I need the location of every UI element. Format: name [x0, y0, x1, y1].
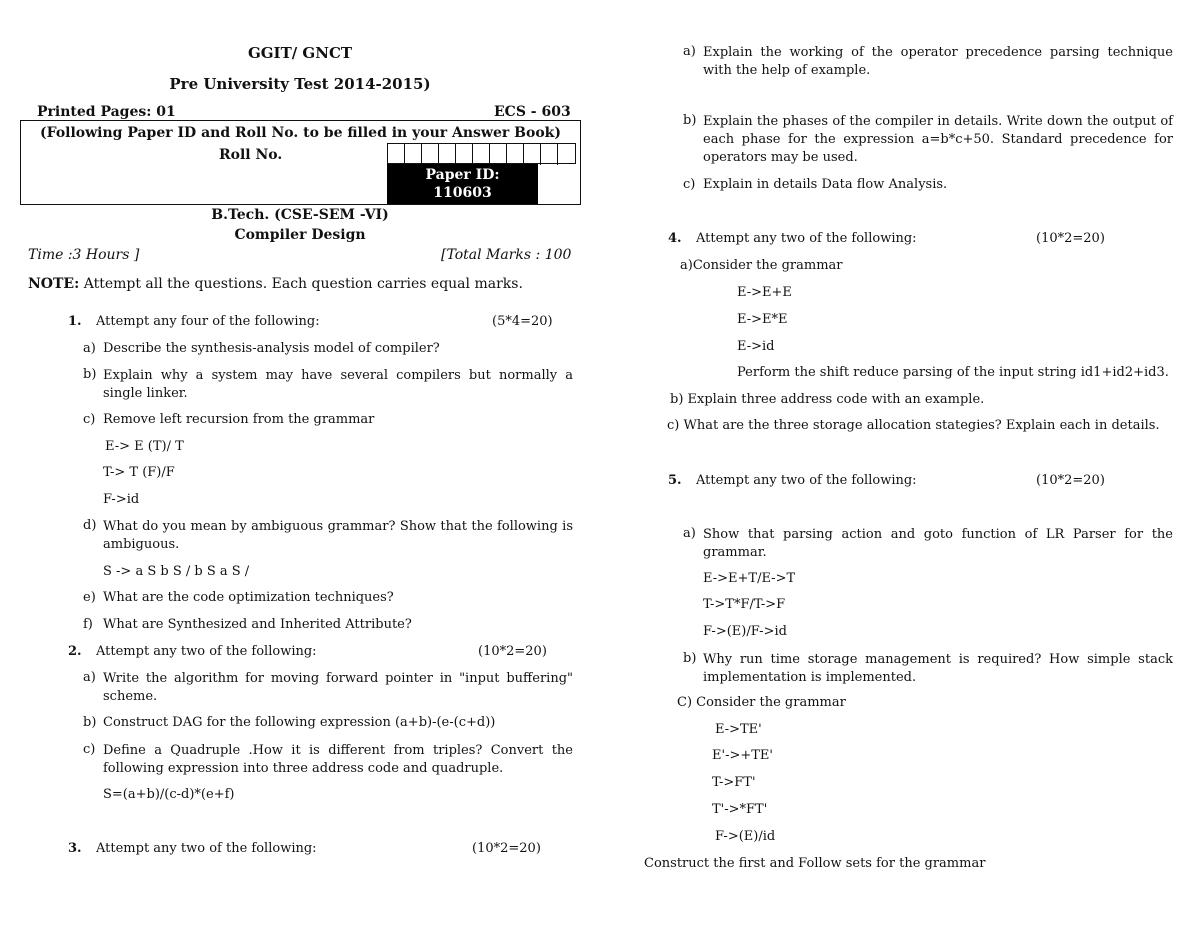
q2-c: c) Define a Quadruple .How it is different from triples? Convert the following expression into three address code and quadruple. — [83, 742, 573, 776]
q5-c-grammar-4: T'->*FT' — [712, 802, 768, 817]
q1-c-grammar-2: T-> T (F)/F — [103, 465, 175, 480]
note-text: Attempt all the questions. Each question carries equal marks. — [79, 276, 523, 292]
paper-id-label: Paper ID: — [425, 167, 500, 183]
roll-number-box — [20, 120, 581, 205]
course-code: ECS - 603 — [494, 104, 571, 120]
q3-number: 3. — [68, 841, 82, 856]
q4-a-grammar-3: E->id — [737, 339, 775, 354]
q4-b: b) Explain three address code with an example. — [670, 392, 985, 407]
q4-a-grammar-2: E->E*E — [737, 312, 788, 327]
q4-a-task: Perform the shift reduce parsing of the input string id1+id2+id3. — [737, 365, 1169, 380]
paper-id-box — [387, 164, 538, 204]
q4-marks: (10*2=20) — [1036, 231, 1105, 246]
note-label: NOTE: — [28, 276, 80, 292]
q5-a-grammar-1: E->E+T/E->T — [703, 571, 796, 586]
total-marks: [Total Marks : 100 — [441, 247, 572, 263]
q5-number: 5. — [668, 473, 682, 488]
q2-title: Attempt any two of the following: — [96, 644, 317, 659]
q4-a-grammar-1: E->E+E — [737, 285, 792, 300]
roll-no-cells — [387, 143, 576, 164]
q1-b: b) Explain why a system may have several compilers but normally a single linker. — [83, 367, 573, 401]
q1-d-grammar: S -> a S b S / b S a S / — [103, 564, 250, 579]
q1-c-grammar-3: F->id — [103, 492, 140, 507]
exam-time: Time :3 Hours ] — [28, 247, 140, 263]
q4-number: 4. — [668, 231, 682, 246]
exam-title: Pre University Test 2014-2015) — [169, 75, 431, 93]
q5-a-grammar-3: F->(E)/F->id — [703, 624, 787, 639]
q2-a: a) Write the algorithm for moving forward pointer in "input buffering" scheme. — [83, 670, 573, 704]
roll-no-label: Roll No. — [219, 147, 283, 163]
q5-c: C) Consider the grammar — [677, 695, 846, 710]
q4-title: Attempt any two of the following: — [696, 231, 917, 246]
q4-a: a)Consider the grammar — [680, 258, 843, 273]
q3-title: Attempt any two of the following: — [96, 841, 317, 856]
q1-title: Attempt any four of the following: — [96, 314, 320, 329]
q5-final-instruction: Construct the first and Follow sets for the grammar — [644, 856, 986, 871]
q1-marks: (5*4=20) — [492, 314, 553, 329]
q5-a: a) Show that parsing action and goto function of LR Parser for the grammar. — [683, 526, 1173, 560]
paper-id-value: 110603 — [433, 185, 492, 201]
q4-c: c) What are the three storage allocation stategies? Explain each in details. — [667, 418, 1160, 433]
institute-name: GGIT/ GNCT — [247, 44, 353, 62]
q3-marks: (10*2=20) — [472, 841, 541, 856]
box-note: (Following Paper ID and Roll No. to be filled in your Answer Book) — [40, 125, 561, 141]
q1-c-grammar-1: E-> E (T)/ T — [105, 439, 184, 454]
q1-d: d) What do you mean by ambiguous grammar? Show that the following is ambiguous. — [83, 518, 573, 552]
q1-number: 1. — [68, 314, 82, 329]
q3-b: b) Explain the phases of the compiler in details. Write down the output of each phase for the expression a=b*c+50. Standard precedence for operators may be used. — [683, 113, 1173, 165]
program: B.Tech. (CSE-SEM -VI) — [211, 207, 389, 223]
q5-c-grammar-5: F->(E)/id — [715, 829, 776, 844]
q5-title: Attempt any two of the following: — [696, 473, 917, 488]
q5-c-grammar-1: E->TE' — [715, 722, 762, 737]
q2-number: 2. — [68, 644, 82, 659]
q2-marks: (10*2=20) — [478, 644, 547, 659]
q2-c-expression: S=(a+b)/(c-d)*(e+f) — [103, 787, 235, 802]
instructions — [28, 276, 523, 292]
subject: Compiler Design — [234, 227, 366, 243]
q5-a-grammar-2: T->T*F/T->F — [703, 597, 786, 612]
q5-marks: (10*2=20) — [1036, 473, 1105, 488]
q5-c-grammar-2: E'->+TE' — [712, 748, 773, 763]
q5-c-grammar-3: T->FT' — [712, 775, 756, 790]
printed-pages: Printed Pages: 01 — [37, 104, 176, 120]
q5-b: b) Why run time storage management is required? How simple stack implementation is implemented. — [683, 651, 1173, 685]
q3-a: a) Explain the working of the operator precedence parsing technique with the help of example. — [683, 44, 1173, 78]
